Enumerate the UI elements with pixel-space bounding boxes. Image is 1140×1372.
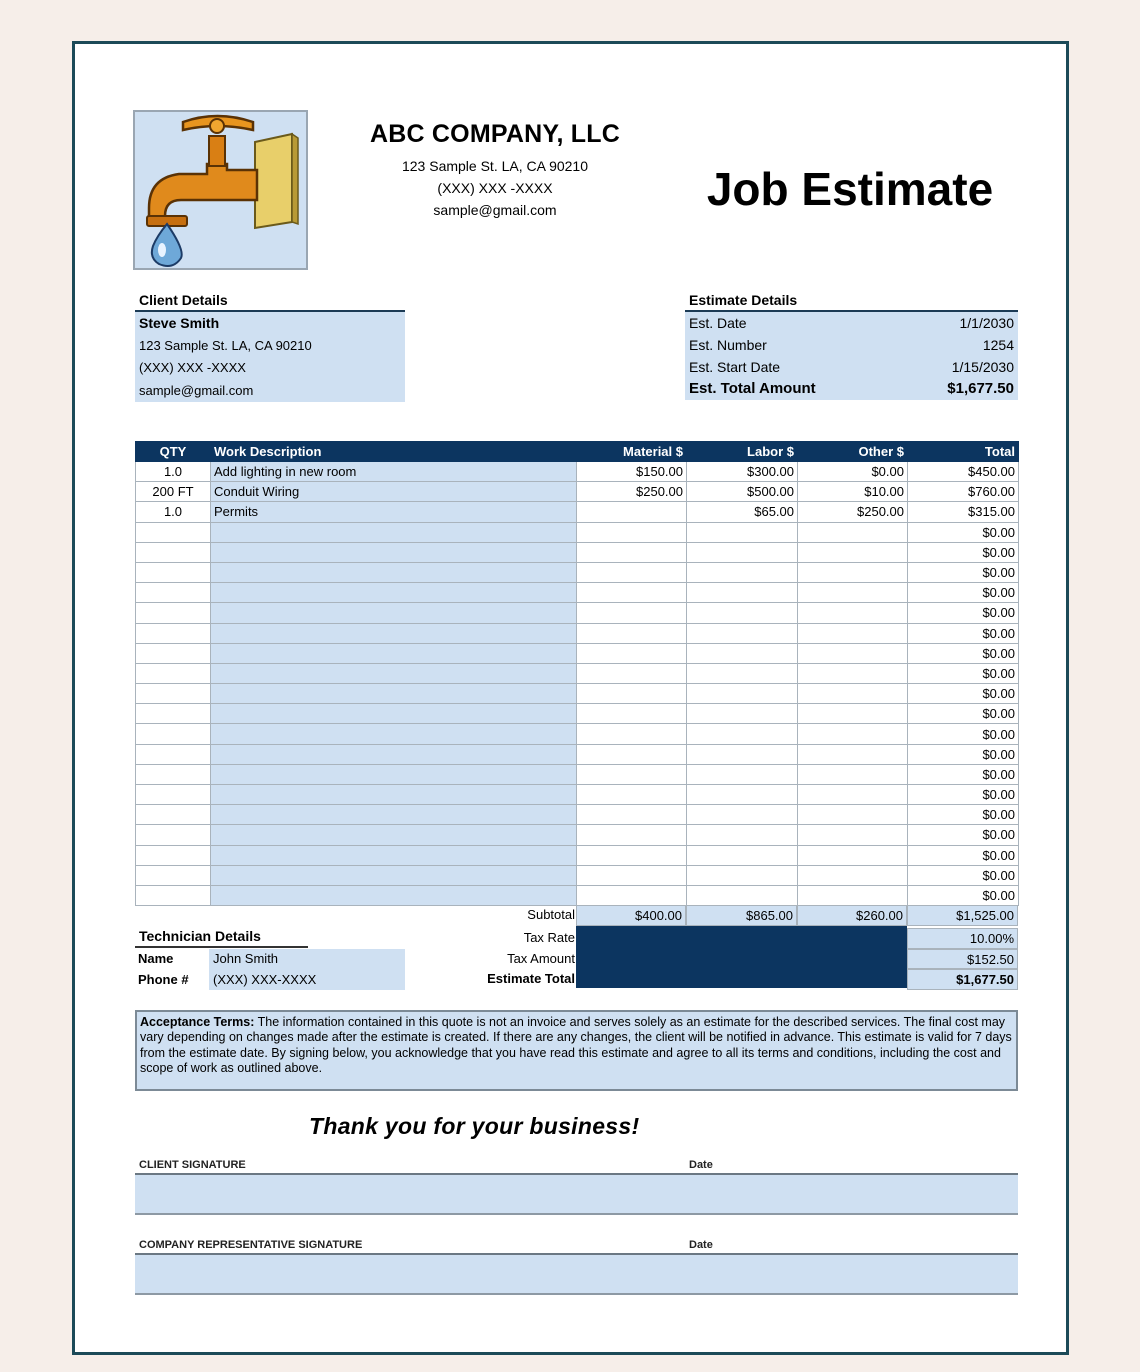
subtotal-label: Subtotal (527, 907, 575, 922)
item-description[interactable] (211, 704, 577, 724)
client-name[interactable]: Steve Smith (135, 312, 405, 335)
client-details-heading: Client Details (135, 288, 405, 312)
client-signature-label: CLIENT SIGNATURE (139, 1159, 246, 1171)
item-labor[interactable] (687, 805, 798, 825)
technician-phone-label: Phone # (138, 971, 189, 987)
item-total[interactable]: $0.00 (908, 542, 1019, 562)
table-header-row (136, 442, 1019, 462)
item-total[interactable]: $0.00 (908, 623, 1019, 643)
item-total[interactable]: $0.00 (908, 764, 1019, 784)
technician-details (135, 924, 405, 990)
est-start-date-row[interactable] (685, 356, 1018, 378)
item-description[interactable] (211, 845, 577, 865)
table-row (136, 744, 1019, 764)
table-row (136, 643, 1019, 663)
item-labor[interactable] (687, 603, 798, 623)
item-total[interactable]: $0.00 (908, 643, 1019, 663)
item-description[interactable] (211, 885, 577, 905)
item-qty[interactable] (136, 764, 211, 784)
item-description[interactable]: Add lighting in new room (211, 462, 577, 482)
acceptance-terms (135, 1010, 1018, 1091)
col-header-total: Total (908, 442, 1019, 462)
tax-rate-label: Tax Rate (523, 930, 575, 945)
item-material[interactable] (577, 724, 687, 744)
table-row (136, 623, 1019, 643)
tax-amount-value: $152.50 (907, 949, 1018, 970)
est-total-row[interactable] (685, 378, 1018, 400)
item-material[interactable] (577, 542, 687, 562)
est-date-row[interactable] (685, 312, 1018, 334)
item-qty[interactable] (136, 865, 211, 885)
item-total[interactable]: $0.00 (908, 704, 1019, 724)
item-description[interactable] (211, 865, 577, 885)
item-description[interactable] (211, 724, 577, 744)
technician-name-row (135, 949, 405, 970)
client-date-label: Date (689, 1159, 713, 1171)
item-material[interactable] (577, 643, 687, 663)
company-phone: (XXX) XXX -XXXX (437, 180, 553, 196)
item-labor[interactable]: $500.00 (687, 482, 798, 502)
item-qty[interactable]: 1.0 (136, 462, 211, 482)
item-description[interactable] (211, 764, 577, 784)
company-date-label: Date (689, 1239, 713, 1251)
client-email[interactable]: sample@gmail.com (135, 380, 405, 403)
est-number-label: Est. Number (689, 337, 767, 353)
item-other[interactable] (798, 805, 908, 825)
table-row (136, 482, 1019, 502)
company-signature-label: COMPANY REPRESENTATIVE SIGNATURE (139, 1239, 363, 1251)
item-other[interactable] (798, 865, 908, 885)
item-description[interactable] (211, 603, 577, 623)
item-labor[interactable] (687, 704, 798, 724)
item-qty[interactable] (136, 704, 211, 724)
item-material[interactable] (577, 704, 687, 724)
item-labor[interactable] (687, 542, 798, 562)
col-header-description: Work Description (211, 442, 577, 462)
item-other[interactable] (798, 583, 908, 603)
line-items-table (135, 441, 1019, 906)
item-total[interactable]: $0.00 (908, 663, 1019, 683)
technician-phone-value[interactable]: (XXX) XXX-XXXX (209, 970, 405, 991)
item-labor[interactable]: $300.00 (687, 462, 798, 482)
item-qty[interactable] (136, 542, 211, 562)
subtotal-other: $260.00 (797, 905, 907, 926)
item-qty[interactable] (136, 805, 211, 825)
table-row (136, 785, 1019, 805)
technician-phone-row (135, 970, 405, 991)
item-qty[interactable] (136, 845, 211, 865)
item-labor[interactable] (687, 623, 798, 643)
item-material[interactable] (577, 885, 687, 905)
item-qty[interactable]: 1.0 (136, 502, 211, 522)
item-other[interactable] (798, 603, 908, 623)
item-other[interactable]: $0.00 (798, 462, 908, 482)
item-other[interactable] (798, 663, 908, 683)
item-labor[interactable] (687, 522, 798, 542)
technician-name-value[interactable]: John Smith (209, 949, 405, 970)
thank-you-message: Thank you for your business! (309, 1113, 640, 1139)
company-email: sample@gmail.com (433, 202, 557, 218)
table-row (136, 825, 1019, 845)
item-material[interactable] (577, 785, 687, 805)
col-header-labor: Labor $ (687, 442, 798, 462)
item-qty[interactable] (136, 603, 211, 623)
table-row (136, 885, 1019, 905)
item-labor[interactable] (687, 724, 798, 744)
item-other[interactable] (798, 542, 908, 562)
table-row (136, 583, 1019, 603)
est-total-label: Est. Total Amount (689, 380, 816, 397)
client-address[interactable]: 123 Sample St. LA, CA 90210 (135, 335, 405, 358)
item-description[interactable] (211, 744, 577, 764)
item-labor[interactable] (687, 562, 798, 582)
col-header-qty: QTY (136, 442, 211, 462)
item-description[interactable] (211, 825, 577, 845)
item-labor[interactable]: $65.00 (687, 502, 798, 522)
item-other[interactable] (798, 704, 908, 724)
table-row (136, 502, 1019, 522)
item-total[interactable]: $0.00 (908, 845, 1019, 865)
est-number-value: 1254 (982, 337, 1014, 353)
item-total[interactable]: $0.00 (908, 724, 1019, 744)
item-qty[interactable] (136, 744, 211, 764)
company-info (335, 120, 655, 221)
item-description[interactable]: Conduit Wiring (211, 482, 577, 502)
item-total[interactable]: $0.00 (908, 785, 1019, 805)
item-total[interactable]: $0.00 (908, 805, 1019, 825)
item-total[interactable]: $0.00 (908, 583, 1019, 603)
estimate-details (685, 288, 1018, 400)
est-number-row[interactable] (685, 334, 1018, 356)
item-description[interactable] (211, 623, 577, 643)
item-labor[interactable] (687, 845, 798, 865)
item-total[interactable]: $0.00 (908, 825, 1019, 845)
item-material[interactable] (577, 845, 687, 865)
client-phone[interactable]: (XXX) XXX -XXXX (135, 357, 405, 380)
table-row (136, 562, 1019, 582)
item-other[interactable] (798, 522, 908, 542)
item-material[interactable] (577, 825, 687, 845)
item-qty[interactable] (136, 643, 211, 663)
item-material[interactable] (577, 522, 687, 542)
item-labor[interactable] (687, 885, 798, 905)
est-start-date-value: 1/15/2030 (951, 359, 1014, 375)
table-row (136, 663, 1019, 683)
item-qty[interactable] (136, 522, 211, 542)
estimate-total-label: Estimate Total (487, 971, 575, 986)
item-labor[interactable] (687, 643, 798, 663)
client-signature-block (135, 1155, 1018, 1215)
item-total[interactable]: $0.00 (908, 603, 1019, 623)
company-logo (133, 110, 308, 270)
table-row (136, 764, 1019, 784)
item-other[interactable] (798, 623, 908, 643)
item-other[interactable] (798, 825, 908, 845)
table-row (136, 805, 1019, 825)
item-qty[interactable] (136, 663, 211, 683)
item-total[interactable]: $0.00 (908, 684, 1019, 704)
company-name: ABC COMPANY, LLC (370, 120, 620, 148)
item-material[interactable] (577, 562, 687, 582)
item-qty[interactable] (136, 885, 211, 905)
item-total[interactable]: $760.00 (908, 482, 1019, 502)
item-other[interactable] (798, 764, 908, 784)
item-material[interactable] (577, 623, 687, 643)
item-description[interactable] (211, 583, 577, 603)
item-other[interactable] (798, 785, 908, 805)
item-qty[interactable] (136, 684, 211, 704)
item-total[interactable]: $0.00 (908, 865, 1019, 885)
subtotal-material: $400.00 (576, 905, 686, 926)
item-material[interactable] (577, 744, 687, 764)
company-signature-block (135, 1235, 1018, 1295)
item-material[interactable] (577, 603, 687, 623)
item-other[interactable] (798, 885, 908, 905)
item-total[interactable]: $0.00 (908, 885, 1019, 905)
item-qty[interactable] (136, 825, 211, 845)
document-title: Job Estimate (706, 163, 994, 215)
subtotal-total: $1,525.00 (907, 905, 1018, 926)
item-description[interactable] (211, 805, 577, 825)
item-labor[interactable] (687, 825, 798, 845)
technician-name-label: Name (138, 951, 174, 966)
item-material[interactable]: $150.00 (577, 462, 687, 482)
item-total[interactable]: $0.00 (908, 562, 1019, 582)
table-row (136, 462, 1019, 482)
item-total[interactable]: $0.00 (908, 744, 1019, 764)
table-row (136, 704, 1019, 724)
est-start-date-label: Est. Start Date (689, 359, 781, 375)
subtotal-labor: $865.00 (686, 905, 797, 926)
item-other[interactable] (798, 643, 908, 663)
item-material[interactable] (577, 663, 687, 683)
table-row (136, 684, 1019, 704)
item-other[interactable] (798, 684, 908, 704)
item-total[interactable]: $450.00 (908, 462, 1019, 482)
item-description[interactable] (211, 684, 577, 704)
item-other[interactable] (798, 845, 908, 865)
item-description[interactable] (211, 542, 577, 562)
item-material[interactable] (577, 865, 687, 885)
item-labor[interactable] (687, 744, 798, 764)
item-qty[interactable] (136, 562, 211, 582)
item-qty[interactable]: 200 FT (136, 482, 211, 502)
item-labor[interactable] (687, 684, 798, 704)
client-details (135, 288, 405, 402)
item-labor[interactable] (687, 785, 798, 805)
terms-text: The information contained in this quote is not an invoice and serves solely as an estimate for the described services. The final cost may vary depending on changes made after the estimate is created. If there are any changes, the client will be notified in advance. This estimate is valid for 7 days from the estimate date. By signing below, you acknowledge that you have read this estimate and agree to all its terms and conditions, including the cost and scope of work as outlined above. (140, 1015, 1012, 1075)
faucet-icon (135, 112, 306, 268)
client-signature-field[interactable] (135, 1173, 1018, 1215)
item-material[interactable]: $250.00 (577, 482, 687, 502)
item-labor[interactable] (687, 865, 798, 885)
item-other[interactable] (798, 562, 908, 582)
item-qty[interactable] (136, 785, 211, 805)
item-labor[interactable] (687, 764, 798, 784)
table-row (136, 542, 1019, 562)
table-row (136, 522, 1019, 542)
table-row (136, 724, 1019, 744)
company-signature-field[interactable] (135, 1253, 1018, 1295)
item-material[interactable] (577, 502, 687, 522)
table-row (136, 603, 1019, 623)
item-material[interactable] (577, 684, 687, 704)
item-other[interactable] (798, 724, 908, 744)
item-qty[interactable] (136, 724, 211, 744)
item-description[interactable] (211, 643, 577, 663)
col-header-material: Material $ (577, 442, 687, 462)
tax-amount-label: Tax Amount (507, 950, 575, 966)
item-description[interactable] (211, 785, 577, 805)
table-row (136, 845, 1019, 865)
subtotal-row (135, 905, 1018, 926)
item-description[interactable] (211, 562, 577, 582)
item-qty[interactable] (136, 623, 211, 643)
est-date-value: 1/1/2030 (959, 315, 1014, 331)
est-total-value: $1,677.50 (947, 380, 1014, 397)
item-labor[interactable] (687, 583, 798, 603)
terms-label: Acceptance Terms: (140, 1015, 255, 1029)
col-header-other: Other $ (798, 442, 908, 462)
item-description[interactable] (211, 522, 577, 542)
line-items-body (136, 462, 1019, 906)
item-material[interactable] (577, 764, 687, 784)
item-description[interactable]: Permits (211, 502, 577, 522)
item-material[interactable] (577, 583, 687, 603)
estimate-total-value: $1,677.50 (907, 969, 1018, 990)
estimate-sheet (72, 41, 1069, 1355)
item-total[interactable]: $315.00 (908, 502, 1019, 522)
tax-rate-value[interactable]: 10.00% (907, 928, 1018, 949)
item-other[interactable] (798, 744, 908, 764)
estimate-details-heading: Estimate Details (685, 288, 1018, 312)
est-date-label: Est. Date (689, 315, 747, 331)
table-row (136, 865, 1019, 885)
item-description[interactable] (211, 663, 577, 683)
item-total[interactable]: $0.00 (908, 522, 1019, 542)
item-qty[interactable] (136, 583, 211, 603)
item-other[interactable]: $10.00 (798, 482, 908, 502)
item-material[interactable] (577, 805, 687, 825)
item-labor[interactable] (687, 663, 798, 683)
company-address: 123 Sample St. LA, CA 90210 (401, 158, 588, 174)
technician-details-heading: Technician Details (135, 924, 308, 948)
item-other[interactable]: $250.00 (798, 502, 908, 522)
